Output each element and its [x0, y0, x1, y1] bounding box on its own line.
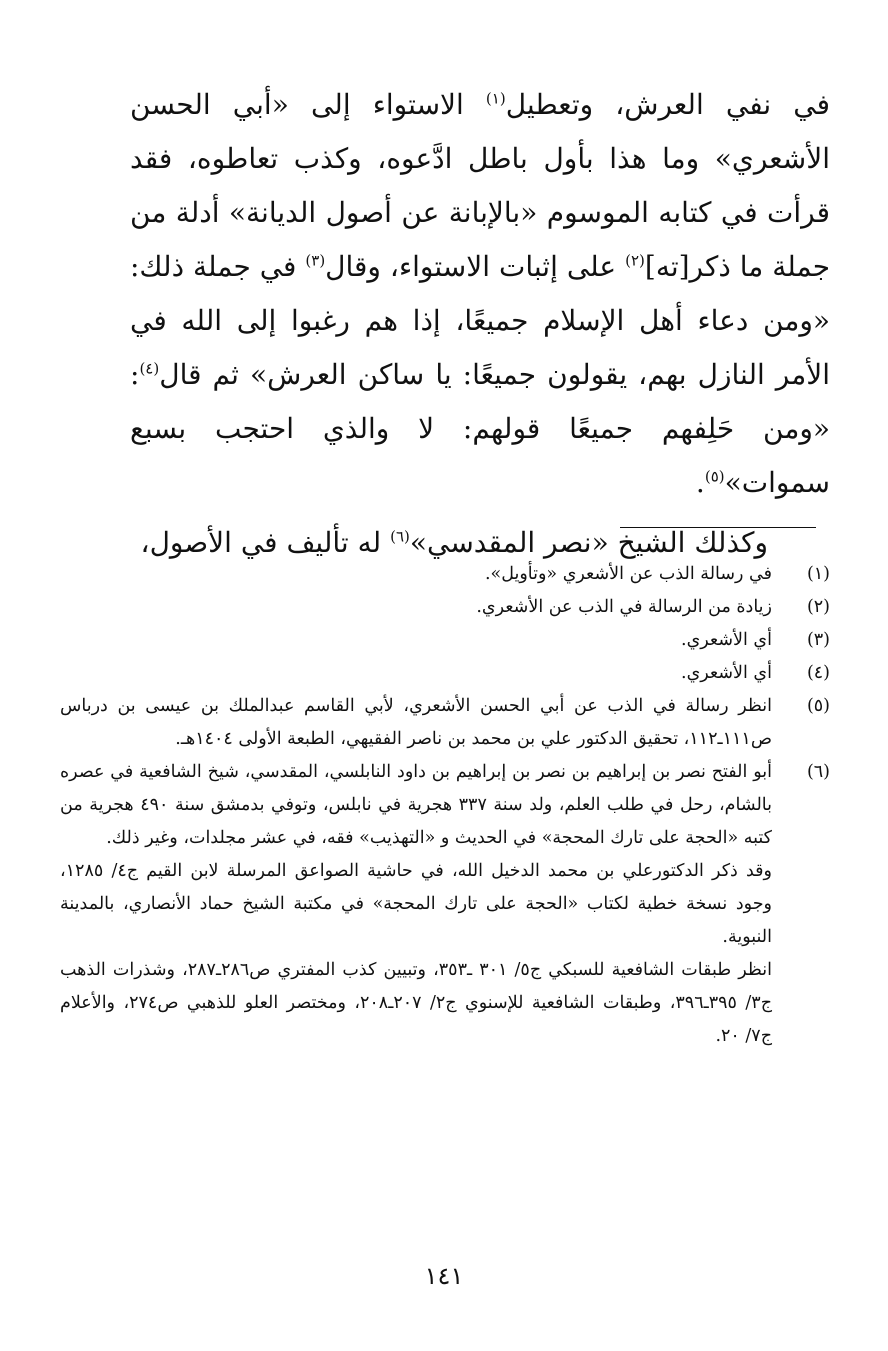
footnote [60, 657, 830, 690]
footnote-reference: (٦) [390, 527, 410, 546]
footnote-text: انظر رسالة في الذب عن أبي الحسن الأشعري، لأبي القاسم عبدالملك بن عيسى بن درباس ص١١١ـ١١٢، تحقيق الدكتور علي بن محمد بن ناصر الفقيهي، الطبعة الأولى ١٤٠٤هـ. [60, 696, 772, 749]
paragraph-text: وكذلك الشيخ «نصر المقدسي» [409, 526, 768, 559]
paragraph-text: له تأليف في الأصول، [140, 526, 391, 559]
footnote-number: (٢) [806, 597, 830, 617]
paragraph-text: الاستواء إلى «أبي الحسن الأشعري» وما هذا بأول باطل ادَّعوه، وكذب تعاطوه، فقد قرأت في كتابه الموسوم «بالإبانة عن أصول الديانة» أدلة من جملة ما ذكر[ته] [130, 88, 831, 283]
paragraph-text: . [695, 466, 705, 499]
footnote [60, 624, 830, 657]
footnote-text: أي الأشعري. [681, 663, 772, 683]
footnote-reference: (٢) [625, 251, 645, 270]
footnote-text: أبو الفتح نصر بن إبراهيم بن نصر بن إبراهيم بن داود النابلسي، المقدسي، شيخ الشافعية في عصره بالشام، رحل في طلب العلم، ولد سنة ٣٣٧ هجرية في نابلس، وتوفي بدمشق سنة ٤٩٠ هجرية من كتبه «الحجة على تارك المحجة» في الحديث و «التهذيب» فقه، في عشر مجلدات، وغير ذلك. [60, 762, 772, 848]
footnote-text: زيادة من الرسالة في الذب عن الأشعري. [476, 597, 772, 617]
footnote-separator [620, 527, 816, 528]
footnote-number: (٦) [806, 762, 830, 782]
footnote-reference: (٣) [305, 251, 326, 270]
paragraph-text: في جملة ذلك: «ومن دعاء أهل الإسلام جميعًا، إذا هم رغبوا إلى الله في الأمر النازل بهم، يقولون جميعًا: يا ساكن العرش» ثم قال [130, 250, 830, 391]
paragraph-text: على إثبات الاستواء، وقال [325, 250, 626, 283]
footnote-number: (١) [806, 564, 830, 584]
main-paragraph [130, 78, 830, 510]
footnote-reference: (٥) [704, 467, 725, 486]
paragraph-text: : «ومن حَلِفهم جميعًا قولهم: لا والذي احتجب بسبع سموات» [130, 358, 830, 499]
footnote-text: في رسالة الذب عن الأشعري «وتأويل». [484, 564, 772, 584]
footnote-number: (٤) [806, 663, 830, 683]
footnote-reference: (١) [485, 89, 506, 108]
footnote [60, 690, 830, 756]
footnote [60, 591, 830, 624]
page-number: ١٤١ [424, 1262, 464, 1290]
main-text [130, 78, 830, 570]
footnote-continuation: وقد ذكر الدكتورعلي بن محمد الدخيل الله، في حاشية الصواعق المرسلة لابن القيم ج٤/ ١٢٨٥، وجود نسخة خطية لكتاب «الحجة على تارك المحجة» في مكتبة الشيخ حماد الأنصاري، بالمدينة النبوية. [60, 861, 772, 947]
footnote-continuation: انظر طبقات الشافعية للسبكي ج٥/ ٣٠١ ـ٣٥٣، وتبيين كذب المفتري ص٢٨٦ـ٢٨٧، وشذرات الذهب ج٣/ ٣٩٥ـ٣٩٦، وطبقات الشافعية للإسنوي ج٢/ ٢٠٧ـ٢٠٨، ومختصر العلو للذهبي ص٢٧٤، والأعلام ج٧/ ٢٠. [60, 960, 772, 1046]
footnote [60, 756, 830, 855]
footnote-text: أي الأشعري. [681, 630, 772, 650]
footnote-number: (٣) [806, 630, 830, 650]
footnote [60, 558, 830, 591]
footnote-number: (٥) [806, 696, 830, 716]
footnote-reference: (٤) [139, 359, 160, 378]
paragraph-text: في نفي العرش، وتعطيل [505, 88, 830, 121]
footnotes [60, 558, 830, 1053]
